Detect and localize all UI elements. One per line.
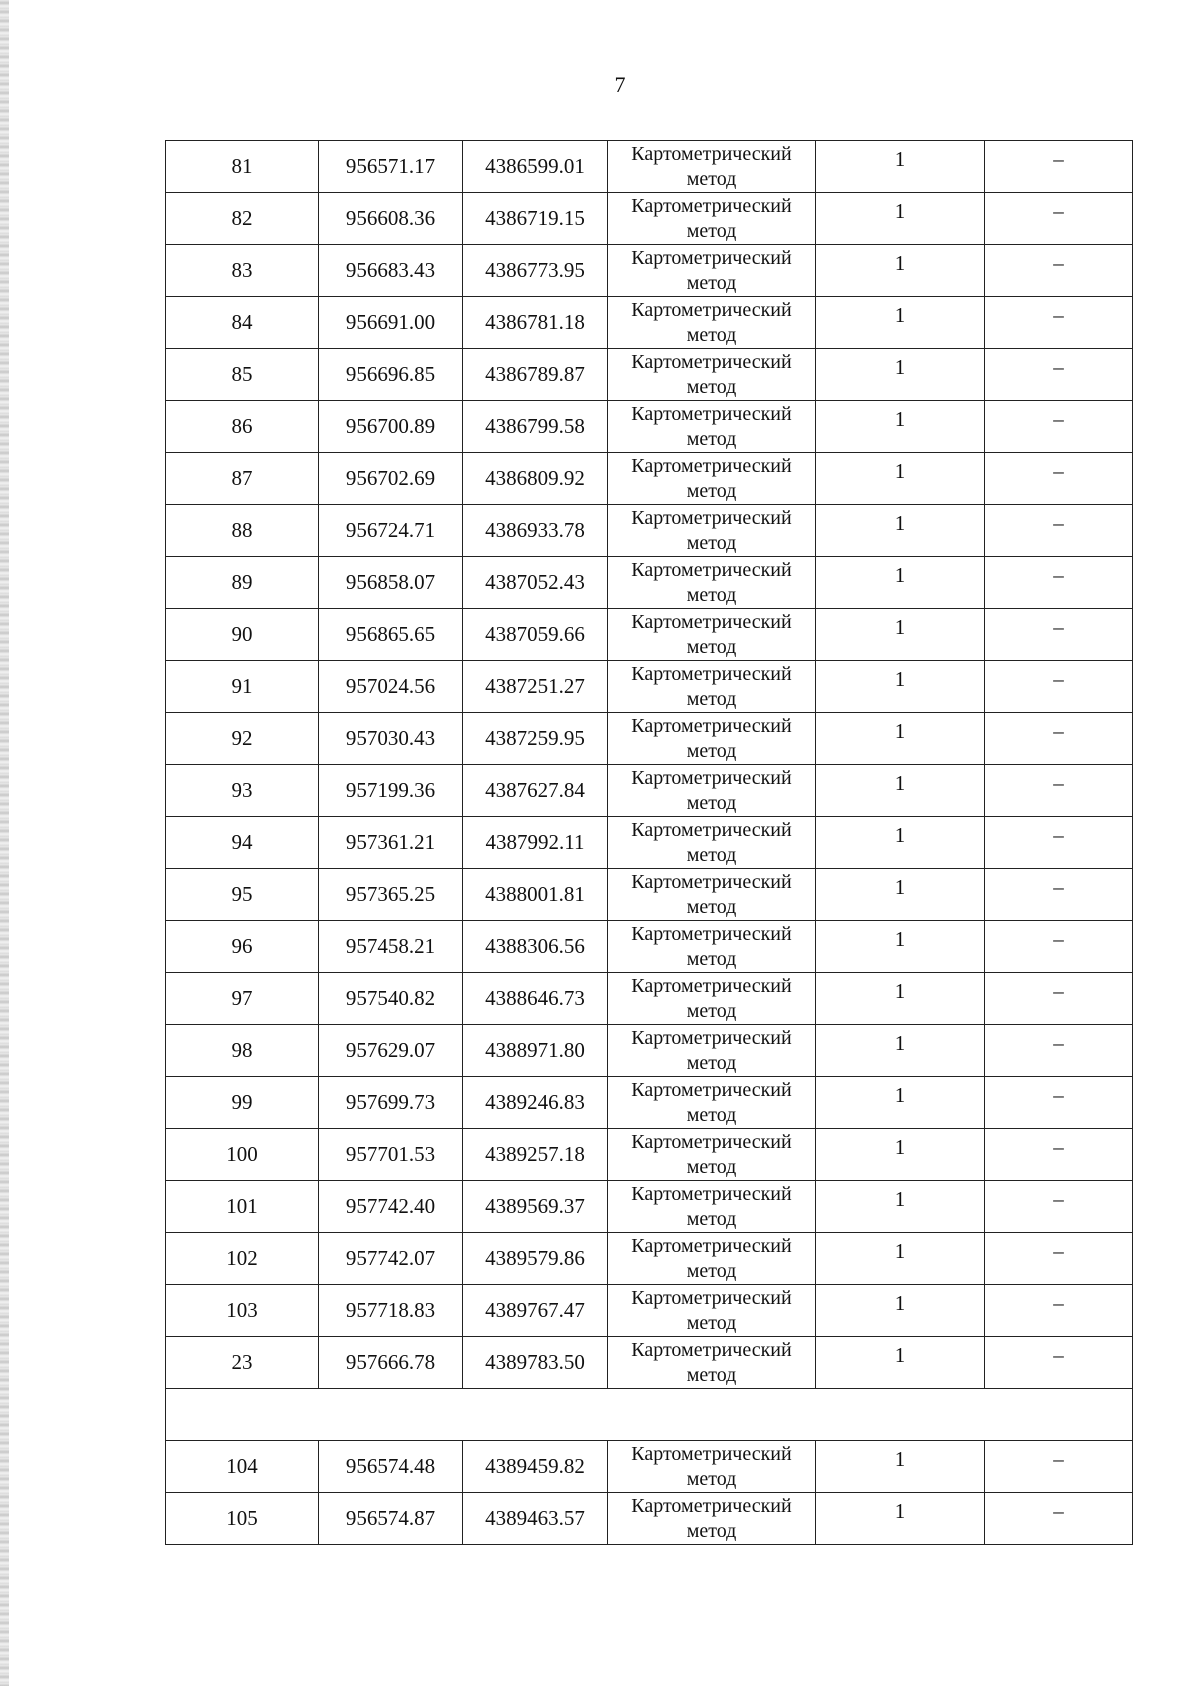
method-cell: Картометрический метод	[608, 297, 816, 349]
note-cell: –	[985, 1129, 1133, 1181]
table-row	[166, 193, 1133, 245]
x-coordinate-cell: 956702.69	[319, 453, 463, 505]
table-row	[166, 869, 1133, 921]
accuracy-cell: 1	[816, 1181, 985, 1233]
point-number-cell: 91	[166, 661, 319, 713]
y-coordinate-cell: 4387059.66	[463, 609, 608, 661]
point-number-cell: 84	[166, 297, 319, 349]
point-number-cell: 98	[166, 1025, 319, 1077]
x-coordinate-cell: 956700.89	[319, 401, 463, 453]
y-coordinate-cell: 4388001.81	[463, 869, 608, 921]
point-number-cell: 103	[166, 1285, 319, 1337]
accuracy-cell: 1	[816, 817, 985, 869]
accuracy-cell: 1	[816, 661, 985, 713]
coordinates-table-body	[166, 141, 1133, 1545]
accuracy-cell: 1	[816, 609, 985, 661]
method-cell: Картометрический метод	[608, 557, 816, 609]
method-cell: Картометрический метод	[608, 973, 816, 1025]
x-coordinate-cell: 956724.71	[319, 505, 463, 557]
accuracy-cell: 1	[816, 765, 985, 817]
accuracy-cell: 1	[816, 1025, 985, 1077]
method-cell: Картометрический метод	[608, 141, 816, 193]
section-separator-cell	[166, 1389, 1133, 1441]
note-cell: –	[985, 1285, 1133, 1337]
x-coordinate-cell: 956574.87	[319, 1493, 463, 1545]
note-cell: –	[985, 1441, 1133, 1493]
point-number-cell: 83	[166, 245, 319, 297]
section-separator-row	[166, 1389, 1133, 1441]
note-cell: –	[985, 713, 1133, 765]
table-row	[166, 1129, 1133, 1181]
table-row	[166, 1337, 1133, 1389]
y-coordinate-cell: 4388971.80	[463, 1025, 608, 1077]
method-cell: Картометрический метод	[608, 1441, 816, 1493]
table-row	[166, 765, 1133, 817]
y-coordinate-cell: 4387992.11	[463, 817, 608, 869]
x-coordinate-cell: 956683.43	[319, 245, 463, 297]
point-number-cell: 97	[166, 973, 319, 1025]
method-cell: Картометрический метод	[608, 1077, 816, 1129]
note-cell: –	[985, 1337, 1133, 1389]
method-cell: Картометрический метод	[608, 1337, 816, 1389]
method-cell: Картометрический метод	[608, 453, 816, 505]
point-number-cell: 100	[166, 1129, 319, 1181]
accuracy-cell: 1	[816, 1285, 985, 1337]
x-coordinate-cell: 956571.17	[319, 141, 463, 193]
x-coordinate-cell: 957030.43	[319, 713, 463, 765]
scan-edge	[0, 0, 9, 1686]
page-number: 7	[614, 72, 626, 97]
y-coordinate-cell: 4386719.15	[463, 193, 608, 245]
accuracy-cell: 1	[816, 297, 985, 349]
table-row	[166, 609, 1133, 661]
y-coordinate-cell: 4387251.27	[463, 661, 608, 713]
point-number-cell: 95	[166, 869, 319, 921]
point-number-cell: 90	[166, 609, 319, 661]
y-coordinate-cell: 4386781.18	[463, 297, 608, 349]
x-coordinate-cell: 957361.21	[319, 817, 463, 869]
x-coordinate-cell: 957024.56	[319, 661, 463, 713]
method-cell: Картометрический метод	[608, 713, 816, 765]
x-coordinate-cell: 957629.07	[319, 1025, 463, 1077]
note-cell: –	[985, 869, 1133, 921]
y-coordinate-cell: 4389579.86	[463, 1233, 608, 1285]
accuracy-cell: 1	[816, 1441, 985, 1493]
table-row	[166, 1077, 1133, 1129]
y-coordinate-cell: 4387627.84	[463, 765, 608, 817]
accuracy-cell: 1	[816, 505, 985, 557]
accuracy-cell: 1	[816, 1077, 985, 1129]
method-cell: Картометрический метод	[608, 869, 816, 921]
accuracy-cell: 1	[816, 453, 985, 505]
note-cell: –	[985, 661, 1133, 713]
note-cell: –	[985, 1077, 1133, 1129]
point-number-cell: 81	[166, 141, 319, 193]
table-row	[166, 557, 1133, 609]
point-number-cell: 93	[166, 765, 319, 817]
table-row	[166, 1285, 1133, 1337]
table-row	[166, 713, 1133, 765]
x-coordinate-cell: 956865.65	[319, 609, 463, 661]
method-cell: Картометрический метод	[608, 505, 816, 557]
accuracy-cell: 1	[816, 245, 985, 297]
accuracy-cell: 1	[816, 1233, 985, 1285]
note-cell: –	[985, 921, 1133, 973]
method-cell: Картометрический метод	[608, 401, 816, 453]
point-number-cell: 101	[166, 1181, 319, 1233]
note-cell: –	[985, 557, 1133, 609]
point-number-cell: 105	[166, 1493, 319, 1545]
method-cell: Картометрический метод	[608, 245, 816, 297]
x-coordinate-cell: 957701.53	[319, 1129, 463, 1181]
method-cell: Картометрический метод	[608, 817, 816, 869]
y-coordinate-cell: 4386789.87	[463, 349, 608, 401]
note-cell: –	[985, 453, 1133, 505]
y-coordinate-cell: 4389459.82	[463, 1441, 608, 1493]
x-coordinate-cell: 957699.73	[319, 1077, 463, 1129]
y-coordinate-cell: 4389767.47	[463, 1285, 608, 1337]
method-cell: Картометрический метод	[608, 661, 816, 713]
accuracy-cell: 1	[816, 869, 985, 921]
accuracy-cell: 1	[816, 1129, 985, 1181]
y-coordinate-cell: 4389569.37	[463, 1181, 608, 1233]
accuracy-cell: 1	[816, 557, 985, 609]
accuracy-cell: 1	[816, 401, 985, 453]
note-cell: –	[985, 609, 1133, 661]
y-coordinate-cell: 4386809.92	[463, 453, 608, 505]
y-coordinate-cell: 4387259.95	[463, 713, 608, 765]
accuracy-cell: 1	[816, 921, 985, 973]
note-cell: –	[985, 1025, 1133, 1077]
note-cell: –	[985, 349, 1133, 401]
accuracy-cell: 1	[816, 713, 985, 765]
method-cell: Картометрический метод	[608, 765, 816, 817]
method-cell: Картометрический метод	[608, 1233, 816, 1285]
note-cell: –	[985, 765, 1133, 817]
note-cell: –	[985, 141, 1133, 193]
x-coordinate-cell: 957666.78	[319, 1337, 463, 1389]
note-cell: –	[985, 973, 1133, 1025]
table-row	[166, 453, 1133, 505]
y-coordinate-cell: 4386799.58	[463, 401, 608, 453]
point-number-cell: 92	[166, 713, 319, 765]
y-coordinate-cell: 4386933.78	[463, 505, 608, 557]
x-coordinate-cell: 956691.00	[319, 297, 463, 349]
point-number-cell: 86	[166, 401, 319, 453]
x-coordinate-cell: 957540.82	[319, 973, 463, 1025]
accuracy-cell: 1	[816, 1493, 985, 1545]
note-cell: –	[985, 245, 1133, 297]
point-number-cell: 89	[166, 557, 319, 609]
coordinates-table	[165, 140, 1133, 1545]
x-coordinate-cell: 956574.48	[319, 1441, 463, 1493]
x-coordinate-cell: 957365.25	[319, 869, 463, 921]
method-cell: Картометрический метод	[608, 1181, 816, 1233]
table-row	[166, 661, 1133, 713]
table-row	[166, 1493, 1133, 1545]
note-cell: –	[985, 401, 1133, 453]
x-coordinate-cell: 957718.83	[319, 1285, 463, 1337]
table-row	[166, 505, 1133, 557]
y-coordinate-cell: 4389257.18	[463, 1129, 608, 1181]
table-row	[166, 297, 1133, 349]
accuracy-cell: 1	[816, 141, 985, 193]
accuracy-cell: 1	[816, 349, 985, 401]
table-row	[166, 141, 1133, 193]
method-cell: Картометрический метод	[608, 609, 816, 661]
y-coordinate-cell: 4386599.01	[463, 141, 608, 193]
method-cell: Картометрический метод	[608, 1025, 816, 1077]
note-cell: –	[985, 1181, 1133, 1233]
point-number-cell: 96	[166, 921, 319, 973]
table-row	[166, 349, 1133, 401]
x-coordinate-cell: 957742.07	[319, 1233, 463, 1285]
x-coordinate-cell: 957199.36	[319, 765, 463, 817]
note-cell: –	[985, 193, 1133, 245]
method-cell: Картометрический метод	[608, 921, 816, 973]
method-cell: Картометрический метод	[608, 193, 816, 245]
y-coordinate-cell: 4388646.73	[463, 973, 608, 1025]
point-number-cell: 99	[166, 1077, 319, 1129]
point-number-cell: 85	[166, 349, 319, 401]
point-number-cell: 88	[166, 505, 319, 557]
point-number-cell: 82	[166, 193, 319, 245]
y-coordinate-cell: 4389463.57	[463, 1493, 608, 1545]
point-number-cell: 94	[166, 817, 319, 869]
table-row	[166, 921, 1133, 973]
x-coordinate-cell: 956858.07	[319, 557, 463, 609]
note-cell: –	[985, 817, 1133, 869]
point-number-cell: 23	[166, 1337, 319, 1389]
note-cell: –	[985, 1493, 1133, 1545]
y-coordinate-cell: 4389246.83	[463, 1077, 608, 1129]
table-row	[166, 401, 1133, 453]
point-number-cell: 87	[166, 453, 319, 505]
table-row	[166, 1233, 1133, 1285]
note-cell: –	[985, 505, 1133, 557]
x-coordinate-cell: 957742.40	[319, 1181, 463, 1233]
table-row	[166, 1181, 1133, 1233]
method-cell: Картометрический метод	[608, 349, 816, 401]
y-coordinate-cell: 4386773.95	[463, 245, 608, 297]
accuracy-cell: 1	[816, 193, 985, 245]
x-coordinate-cell: 956608.36	[319, 193, 463, 245]
table-row	[166, 973, 1133, 1025]
point-number-cell: 104	[166, 1441, 319, 1493]
table-row	[166, 1441, 1133, 1493]
y-coordinate-cell: 4389783.50	[463, 1337, 608, 1389]
x-coordinate-cell: 956696.85	[319, 349, 463, 401]
point-number-cell: 102	[166, 1233, 319, 1285]
method-cell: Картометрический метод	[608, 1129, 816, 1181]
note-cell: –	[985, 297, 1133, 349]
y-coordinate-cell: 4388306.56	[463, 921, 608, 973]
table-row	[166, 245, 1133, 297]
method-cell: Картометрический метод	[608, 1285, 816, 1337]
accuracy-cell: 1	[816, 973, 985, 1025]
table-row	[166, 817, 1133, 869]
method-cell: Картометрический метод	[608, 1493, 816, 1545]
note-cell: –	[985, 1233, 1133, 1285]
accuracy-cell: 1	[816, 1337, 985, 1389]
table-row	[166, 1025, 1133, 1077]
x-coordinate-cell: 957458.21	[319, 921, 463, 973]
y-coordinate-cell: 4387052.43	[463, 557, 608, 609]
